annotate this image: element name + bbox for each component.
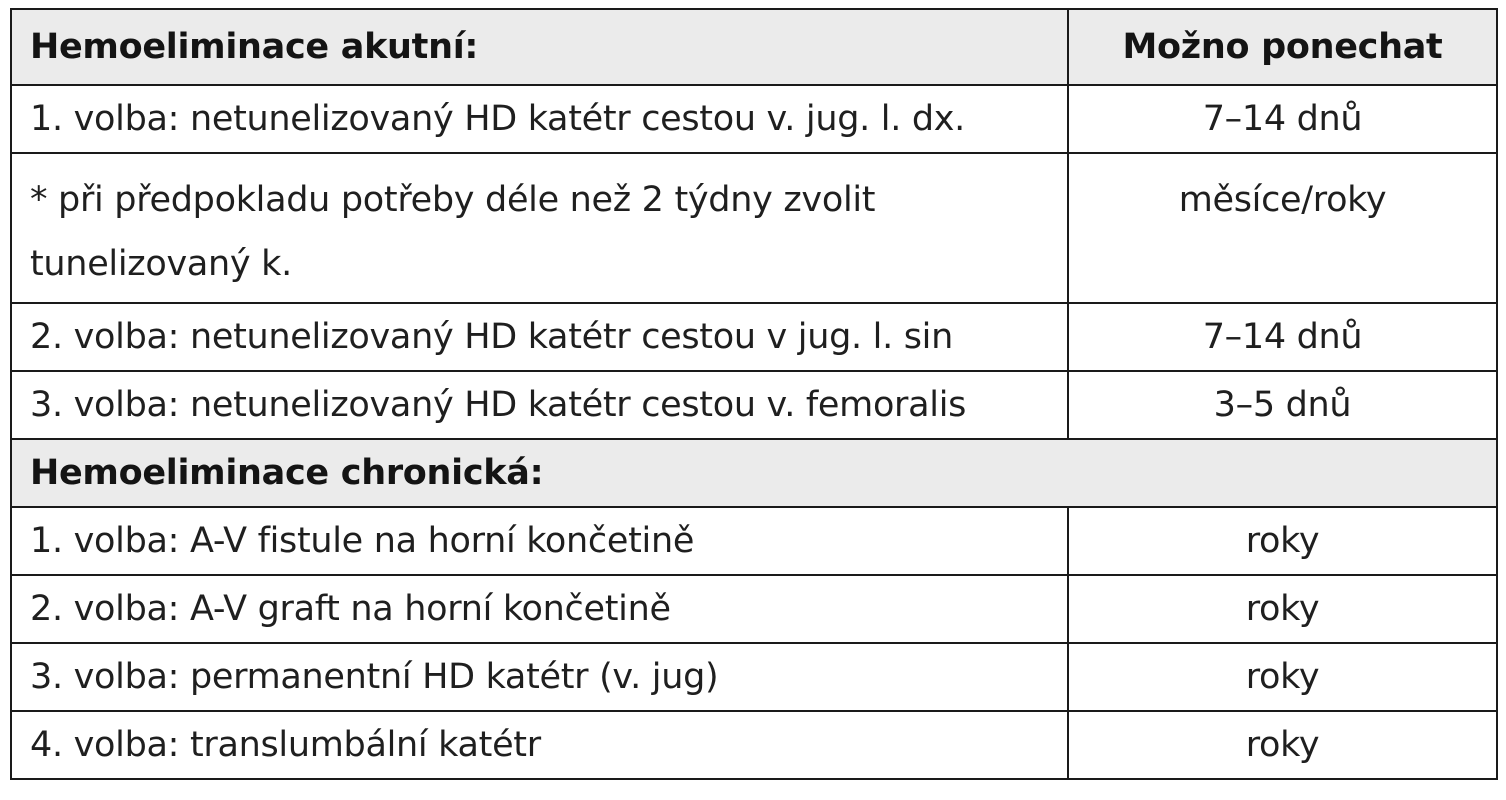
chronic-section-header: Hemoeliminace chronická: [11,439,1497,507]
table-row [11,575,1497,643]
table-row [11,507,1497,575]
row-label: 2. volba: A-V graft na horní končetině [11,575,1068,643]
row-value: roky [1068,507,1497,575]
table-row [11,85,1497,153]
chronic-header-row [11,439,1497,507]
row-value: roky [1068,711,1497,779]
row-value: 7–14 dnů [1068,85,1497,153]
acute-section-header: Hemoeliminace akutní: [11,9,1068,85]
table-row [11,371,1497,439]
acute-header-row [11,9,1497,85]
row-value: roky [1068,643,1497,711]
row-label: 1. volba: A-V fistule na horní končetině [11,507,1068,575]
row-label: 2. volba: netunelizovaný HD katétr cestou v jug. l. sin [11,303,1068,371]
row-label: 4. volba: translumbální katétr [11,711,1068,779]
duration-column-header: Možno ponechat [1068,9,1497,85]
table-row [11,303,1497,371]
row-label: 1. volba: netunelizovaný HD katétr cestou v. jug. l. dx. [11,85,1068,153]
catheter-table [10,8,1498,780]
row-value: roky [1068,575,1497,643]
row-label: 3. volba: permanentní HD katétr (v. jug) [11,643,1068,711]
row-value: 7–14 dnů [1068,303,1497,371]
row-value: 3–5 dnů [1068,371,1497,439]
table-row [11,711,1497,779]
catheter-table-container [10,8,1498,780]
table-row [11,153,1497,303]
row-value: měsíce/roky [1068,153,1497,303]
row-label: 3. volba: netunelizovaný HD katétr cestou v. femoralis [11,371,1068,439]
table-row [11,643,1497,711]
row-label: * při předpokladu potřeby déle než 2 týdny zvolit tunelizovaný k. [11,153,1068,303]
